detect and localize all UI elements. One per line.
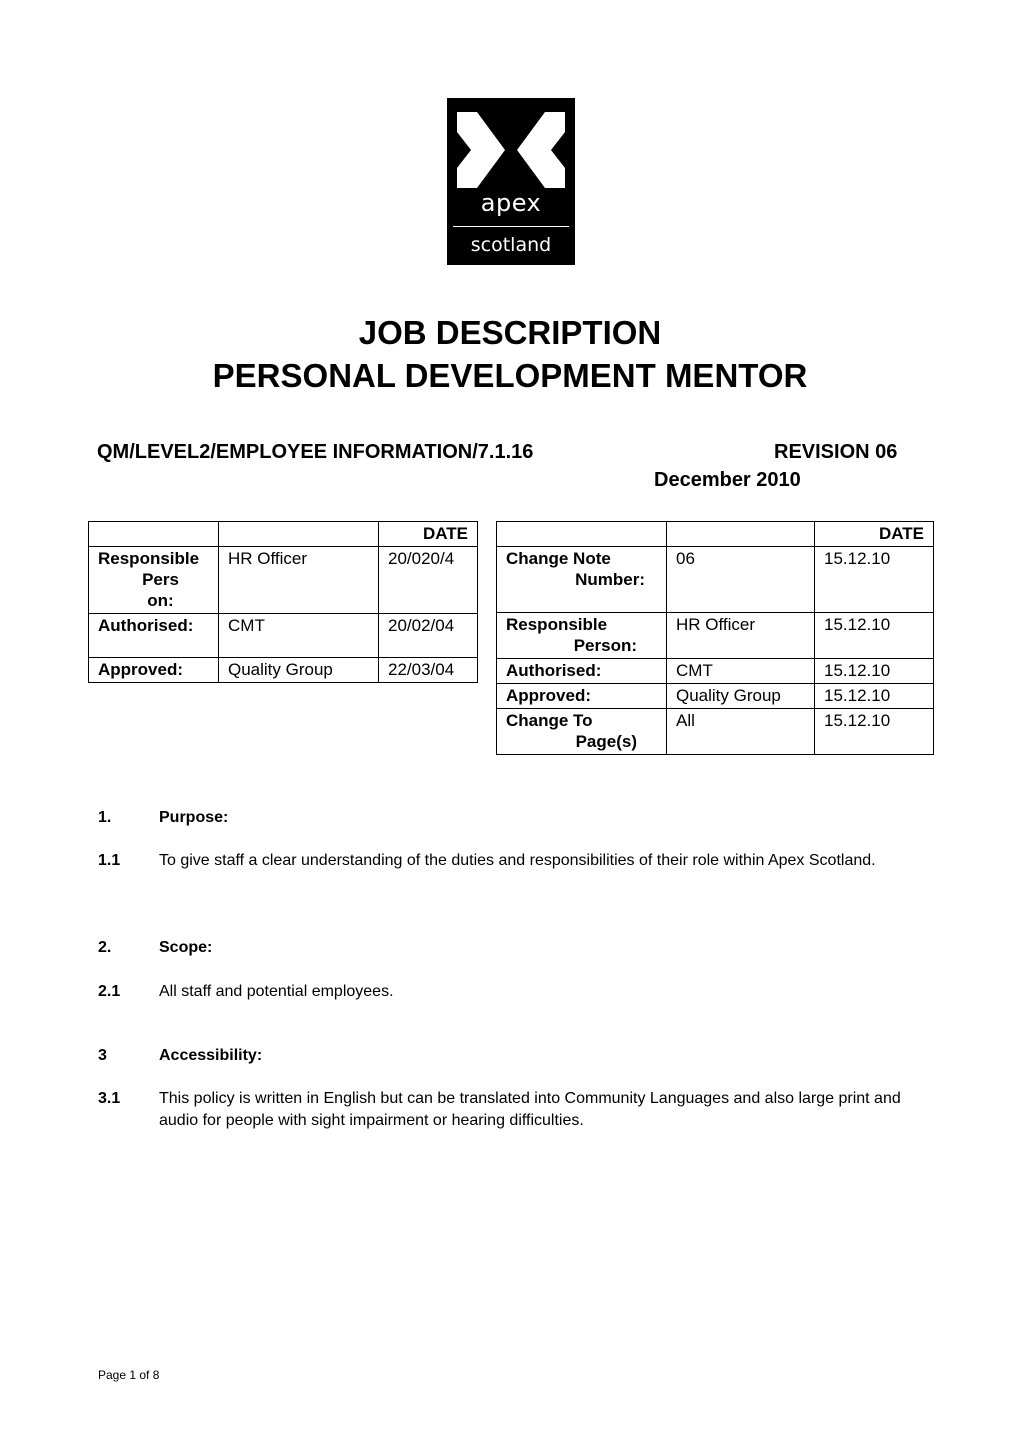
row-value: HR Officer [219,547,379,614]
apex-scotland-logo [447,98,575,265]
document-title: JOB DESCRIPTION [358,314,662,351]
date-column-header: DATE [379,522,478,547]
section-number: 2. [98,939,112,956]
row-label: Approved: [89,658,219,683]
row-label [497,613,667,659]
paragraph-number: 1.1 [98,852,121,869]
row-value: Quality Group [219,658,379,683]
label-line: Change To [506,711,593,730]
logo-word-apex: apex [480,189,542,217]
label-line: Number: [575,570,645,589]
paragraph-number: 2.1 [98,983,121,1000]
section-number: 1. [98,809,112,826]
label-line: Person: [573,636,637,655]
section-title: Accessibility: [159,1047,263,1064]
label-line: on: [147,591,174,610]
page-number: Page 1 of 8 [98,1368,160,1382]
row-value: CMT [219,614,379,658]
revision-number: REVISION 06 [774,441,898,463]
row-date: 22/03/04 [379,658,478,683]
paragraph-text: All staff and potential employees. [159,983,394,1000]
label-line: Responsible [506,615,608,634]
approval-table-original [88,521,478,683]
row-label [89,547,219,614]
row-value: HR Officer [667,613,815,659]
table-row [497,613,934,659]
document-reference-code: QM/LEVEL2/EMPLOYEE INFORMATION/7.1.16 [97,441,534,463]
table-cell [497,522,667,547]
label-line: Change Note [506,549,611,568]
table-row [497,659,934,684]
label-line: Pers [142,570,179,589]
row-label: Approved: [497,684,667,709]
row-date: 15.12.10 [815,659,934,684]
date-column-header: DATE [815,522,934,547]
row-date: 15.12.10 [815,613,934,659]
row-label [497,709,667,755]
paragraph-number: 3.1 [98,1090,121,1107]
section-number: 3 [98,1047,107,1064]
approval-table-change [496,521,934,755]
table-header-row [89,522,478,547]
row-value: Quality Group [667,684,815,709]
logo-divider [453,226,569,227]
table-row [89,658,478,683]
row-value: 06 [667,547,815,613]
table-row [497,684,934,709]
table-row [89,547,478,614]
row-date: 20/02/04 [379,614,478,658]
row-label: Authorised: [89,614,219,658]
label-line: Responsible [98,549,200,568]
row-label: Authorised: [497,659,667,684]
table-row [497,547,934,613]
label-line: Page(s) [575,732,637,751]
table-header-row [497,522,934,547]
row-date: 15.12.10 [815,684,934,709]
row-value: CMT [667,659,815,684]
table-cell [219,522,379,547]
row-date: 15.12.10 [815,547,934,613]
paragraph-text: This policy is written in English but can be translated into Community Languages and also large print and audio for people with sight impairment or hearing difficulties. [159,1090,901,1129]
section-title: Purpose: [159,809,229,826]
document-subtitle: PERSONAL DEVELOPMENT MENTOR [212,357,808,394]
table-row [89,614,478,658]
row-label [497,547,667,613]
paragraph-text: To give staff a clear understanding of the duties and responsibilities of their role within Apex Scotland. [159,852,876,869]
row-date: 15.12.10 [815,709,934,755]
revision-date: December 2010 [654,469,801,491]
section-title: Scope: [159,939,213,956]
table-cell [667,522,815,547]
logo-word-scotland: scotland [470,234,552,256]
row-date: 20/020/4 [379,547,478,614]
table-row [497,709,934,755]
row-value: All [667,709,815,755]
table-cell [89,522,219,547]
